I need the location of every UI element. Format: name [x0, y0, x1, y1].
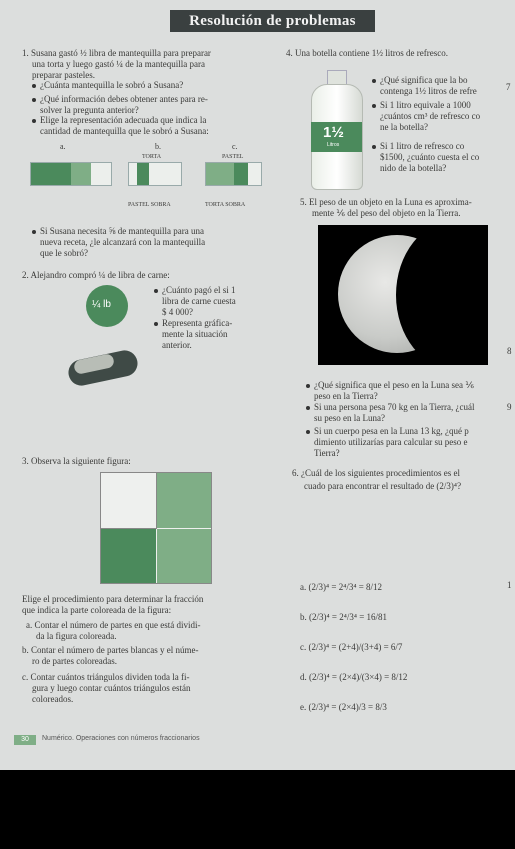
p1-line1: 1. Susana gastó ½ libra de mantequilla para preparar — [22, 48, 211, 58]
p1-q2b: solver la pregunta anterior? — [40, 105, 139, 115]
p4-q2b: ¿cuántos cm³ de refresco co — [380, 111, 481, 121]
p4-line1: 4. Una botella contiene 1½ litros de refresco. — [286, 48, 448, 58]
bullet — [372, 104, 376, 108]
bullet — [32, 84, 36, 88]
page-number: 30 — [14, 735, 36, 745]
label-pastel-sobra: PASTEL SOBRA — [128, 202, 171, 208]
p6-line2: cuado para encontrar el resultado de (2/3)⁴? — [304, 481, 462, 491]
p6-option-e: e. (2/3)⁴ = (2×4)/3 = 8/3 — [300, 702, 387, 712]
p3-q1b: que indica la parte coloreada de la figura: — [22, 605, 172, 615]
p3-line1: 3. Observa la siguiente figura: — [22, 456, 131, 466]
p1-q3b: cantidad de mantequilla que le sobró a Susana: — [40, 126, 209, 136]
p5-q3a: Si un cuerpo pesa en la Luna 13 kg, ¿qué p — [314, 426, 469, 436]
p1-line2: una torta y luego gastó ¼ de la mantequilla para — [32, 59, 205, 69]
p5-line2: mente ⅙ del peso del objeto en la Tierra. — [312, 208, 461, 218]
bullet — [154, 322, 158, 326]
option-a-bar — [30, 162, 112, 186]
p4-q3a: Si 1 litro de refresco co — [380, 141, 465, 151]
p6-line1: 6. ¿Cuál de los siguientes procedimientos es el — [292, 468, 460, 478]
moon-image — [318, 225, 488, 365]
edge-mark: 8 — [507, 346, 512, 356]
p1-q4c: que le sobró? — [40, 248, 88, 258]
p4-q1a: ¿Qué significa que la bo — [380, 75, 468, 85]
option-a-label: a. — [60, 142, 66, 151]
bullet — [32, 119, 36, 123]
bullet — [154, 289, 158, 293]
option-c-bar — [205, 162, 262, 186]
package-label: ¼ lb — [92, 299, 111, 310]
p5-q3c: Tierra? — [314, 448, 340, 458]
p5-line1: 5. El peso de un objeto en la Luna es aproxima- — [300, 197, 472, 207]
p5-q1a: ¿Qué significa que el peso en la Luna sea ⅙ — [314, 380, 474, 390]
bullet — [306, 406, 310, 410]
p3-q1a: Elige el procedimiento para determinar la fracción — [22, 594, 204, 604]
p4-q2c: ne la botella? — [380, 122, 428, 132]
p2-line1: 2. Alejandro compró ¼ de libra de carne: — [22, 270, 170, 280]
p3-c3: coloreados. — [32, 694, 74, 704]
bullet — [372, 145, 376, 149]
bullet — [306, 430, 310, 434]
bottle-sublabel: Litros — [327, 142, 340, 148]
p2-q1b: libra de carne cuesta — [162, 296, 236, 306]
p5-q1b: peso en la Tierra? — [314, 391, 378, 401]
p3-c1: c. Contar cuántos triángulos dividen toda la fi- — [22, 672, 190, 682]
edge-mark: 1 — [507, 580, 512, 590]
bullet — [306, 384, 310, 388]
bullet — [32, 230, 36, 234]
option-b-label: b. — [155, 142, 161, 151]
p2-q2c: anterior. — [162, 340, 192, 350]
p3-a2: da la figura coloreada. — [36, 631, 117, 641]
p1-q4a: Si Susana necesita ⅝ de mantequilla para una — [40, 226, 204, 236]
label-torta: TORTA — [142, 154, 162, 160]
edge-mark: 9 — [507, 402, 512, 412]
option-c-label: c. — [232, 142, 238, 151]
p6-option-b: b. (2/3)⁴ = 2⁴/3⁴ = 16/81 — [300, 612, 388, 622]
footer-text: Numérico. Operaciones con números fraccionarios — [42, 735, 200, 742]
p5-q2b: su peso en la Luna? — [314, 413, 385, 423]
meat-package-image — [68, 285, 148, 425]
p4-q3b: $1500, ¿cuánto cuesta el co — [380, 152, 480, 162]
colored-square-figure — [100, 472, 212, 584]
bullet — [372, 79, 376, 83]
p1-q2a: ¿Qué información debes obtener antes para re- — [40, 94, 208, 104]
p2-q1c: $ 4 000? — [162, 307, 193, 317]
p2-q2a: Representa gráfica- — [162, 318, 233, 328]
p6-option-a: a. (2/3)⁴ = 2⁴/3⁴ = 8/12 — [300, 582, 383, 592]
p2-q1a: ¿Cuánto pagó el si 1 — [162, 285, 236, 295]
p3-b1: b. Contar el número de partes blancas y el núme- — [22, 645, 199, 655]
p1-q3a: Elige la representación adecuada que indica la — [40, 115, 207, 125]
option-b-bar — [128, 162, 182, 186]
p4-q1b: contenga 1½ litros de refre — [380, 86, 477, 96]
bottle-label: 1½ — [323, 124, 344, 141]
p3-a1: a. Contar el número de partes en que está dividi- — [26, 620, 201, 630]
p1-q1: ¿Cuánta mantequilla le sobró a Susana? — [40, 80, 184, 90]
page-title: Resolución de problemas — [170, 10, 375, 32]
p5-q2a: Si una persona pesa 70 kg en la Tierra, ¿cuál — [314, 402, 475, 412]
edge-mark: 7 — [506, 82, 511, 92]
label-pastel: PASTEL — [222, 154, 244, 160]
p2-q2b: mente la situación — [162, 329, 228, 339]
bottle-image — [305, 70, 367, 188]
p4-q3c: nido de la botella? — [380, 163, 447, 173]
p1-line3: preparar pasteles. — [32, 70, 95, 80]
p3-b2: ro de partes coloreadas. — [32, 656, 117, 666]
p5-q3b: dimiento utilizarías para calcular su peso e — [314, 437, 468, 447]
p6-option-c: c. (2/3)⁴ = (2+4)/(3+4) = 6/7 — [300, 642, 403, 652]
p6-option-d: d. (2/3)⁴ = (2×4)/(3×4) = 8/12 — [300, 672, 408, 682]
bullet — [32, 98, 36, 102]
p4-q2a: Si 1 litro equivale a 1000 — [380, 100, 471, 110]
p1-q4b: nueva receta, ¿le alcanzará con la mantequilla — [40, 237, 206, 247]
p3-c2: gura y luego contar cuántos triángulos están — [32, 683, 191, 693]
label-torta-sobra: TORTA SOBRA — [205, 202, 246, 208]
